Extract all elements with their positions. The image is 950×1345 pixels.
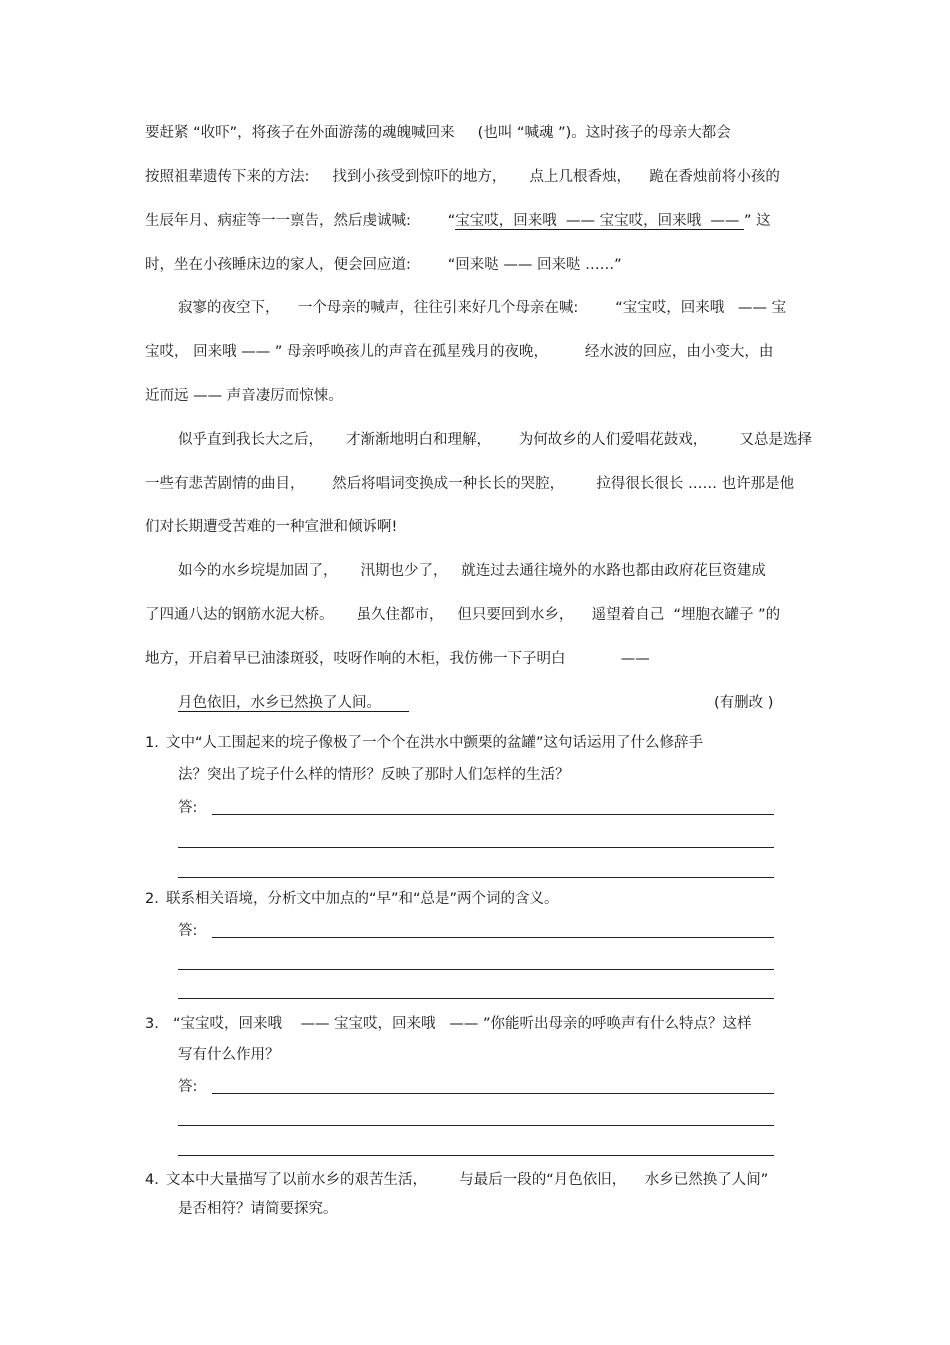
answer-line[interactable] (178, 1125, 774, 1126)
question-text: “宝宝哎，回来哦 —— 宝宝哎，回来哦 —— ”你能听出母亲的呼唤声有什么特点？这样 (173, 1016, 752, 1032)
revision-note: (有删改 ) (714, 695, 774, 711)
passage-line (145, 211, 771, 231)
passage-line: 如今的水乡垸堤加固了， 汛期也少了， 就连过去通往境外的水路也都由政府花巨资建成 (178, 563, 766, 579)
question-text: 是否相符？请简要探究。 (178, 1201, 338, 1217)
answer-line[interactable] (212, 937, 774, 938)
question-text: 写有什么作用？ (178, 1047, 280, 1063)
answer-line[interactable] (212, 814, 774, 815)
answer-line[interactable] (178, 877, 774, 878)
answer-label: 答: (178, 800, 198, 816)
answer-label: 答: (178, 1079, 198, 1095)
passage-line: 地方，开启着早已油漆斑驳，吱呀作响的木柜，我仿佛一下子明白 —— (145, 651, 650, 667)
underlined-call: 宝宝哎，回来哦 —— 宝宝哎，回来哦 —— (455, 213, 744, 229)
answer-line[interactable] (212, 1093, 774, 1094)
passage-line: 近而远 —— 声音凄厉而惊悚。 (145, 388, 343, 404)
passage-line: 按照祖辈遗传下来的方法: 找到小孩受到惊吓的地方， 点上几根香烛， 跪在香烛前将小孩的 (145, 169, 780, 185)
passage-line: 似乎直到我长大之后， 才渐渐地明白和理解， 为何故乡的人们爱唱花鼓戏， 又总是选择 (178, 432, 812, 448)
question-text: 文本中大量描写了以前水乡的艰苦生活， 与最后一段的“月色依旧， 水乡已然换了人间” (166, 1172, 769, 1188)
passage-line: 时，坐在小孩睡床边的家人，便会回应道: “回来哒 —— 回来哒 ……” (145, 257, 622, 273)
passage-line: 要赶紧 “收吓”，将孩子在外面游荡的魂魄喊回来 (也叫 “喊魂 ”)。这时孩子的母亲大都会 (145, 125, 731, 141)
question-text: 联系相关语境，分析文中加点的“早”和“总是”两个词的含义。 (166, 891, 559, 907)
passage-text: 生辰年月、病症等一一禀告，然后虔诚喊: “ (145, 213, 456, 229)
passage-line: 们对长期遭受苦难的一种宣泄和倾诉啊! (145, 519, 398, 535)
passage-line: 一些有悲苦剧情的曲目， 然后将唱词变换成一种长长的哭腔， 拉得很长很长 …… 也许那是他 (145, 476, 795, 492)
question-text: 法？突出了垸子什么样的情形？反映了那时人们怎样的生活？ (178, 767, 570, 783)
answer-label: 答: (178, 923, 198, 939)
question-number: 2. (145, 891, 159, 907)
question-number: 4. (145, 1172, 159, 1188)
question-number: 3. (145, 1016, 159, 1032)
passage-text: ” 这 (743, 213, 771, 229)
passage-line: 寂寥的夜空下， 一个母亲的喊声，往往引来好几个母亲在喊: “宝宝哎，回来哦 —— 宝 (178, 300, 787, 316)
answer-line[interactable] (178, 1155, 774, 1156)
answer-line[interactable] (178, 998, 774, 999)
question-text: 文中“人工围起来的垸子像极了一个个在洪水中颤栗的盆罐”这句话运用了什么修辞手 (166, 735, 704, 751)
closing-sentence: 月色依旧，水乡已然换了人间。 (178, 695, 409, 712)
question-number: 1. (145, 735, 159, 751)
passage-line: 宝哎， 回来哦 —— ” 母亲呼唤孩儿的声音在孤星残月的夜晚， 经水波的回应，由小变大，由 (145, 344, 774, 360)
passage-line: 了四通八达的钢筋水泥大桥。 虽久住都市， 但只要回到水乡， 遥望着自己 “埋胞衣罐子 ”的 (145, 607, 781, 623)
closing-line (178, 693, 409, 713)
answer-line[interactable] (178, 847, 774, 848)
answer-line[interactable] (178, 969, 774, 970)
